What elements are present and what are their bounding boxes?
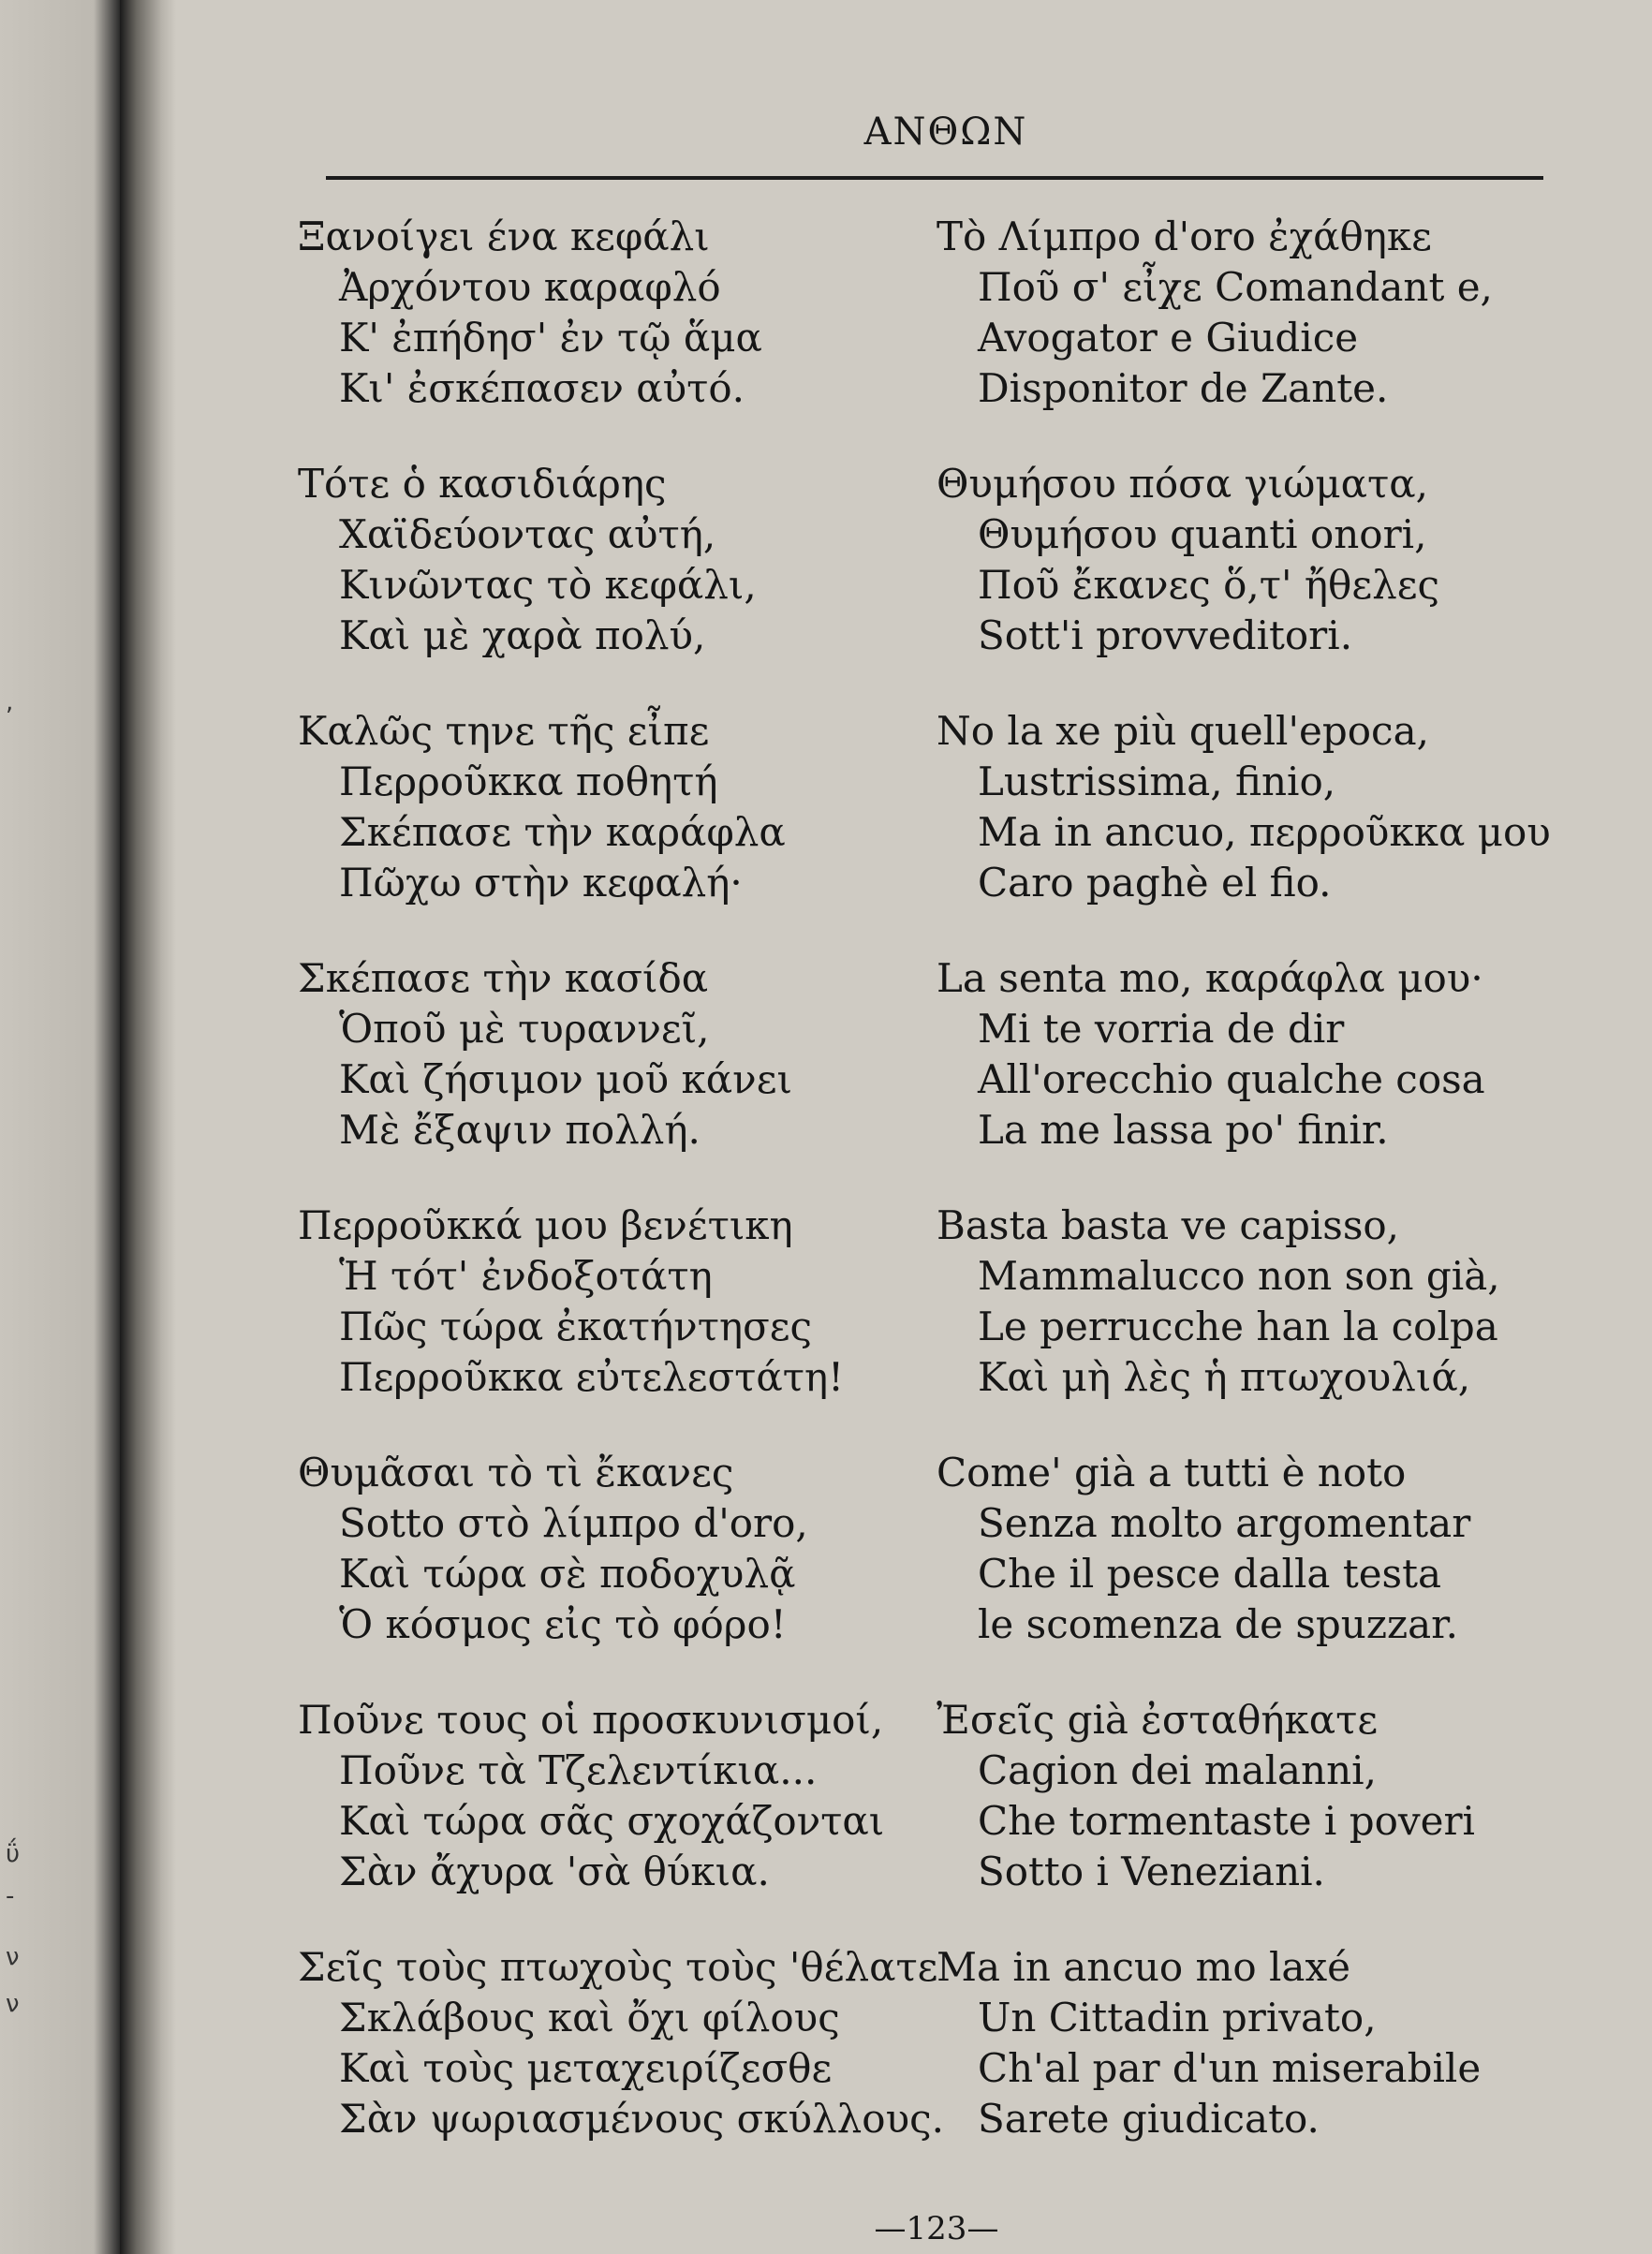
verse-line: Καὶ ζήσιμον μοῦ κάνει [339, 1056, 792, 1102]
verse-line: Avogator e Giudice [978, 315, 1359, 361]
verse-line: Τότε ὁ κασιδιάρης [298, 461, 667, 507]
verse-line: Ἀρχόντου καραφλό [339, 264, 721, 310]
verse-line: Περροῦκκά μου βενέτικη [298, 1202, 793, 1248]
verse-line: Ποῦνε τους οἱ προσκυνισμοί, [298, 1697, 884, 1743]
verse-line: Πῶς τώρα ἐκατήντησες [339, 1304, 813, 1349]
verse-line: Sotto i Veneziani. [978, 1849, 1325, 1894]
margin-mark: , [6, 688, 14, 716]
verse-line: le scomenza de spuzzar. [978, 1601, 1458, 1647]
verse-line: Σκέπασε τὴν καράφλα [339, 809, 786, 855]
verse-line: Πῶχω στὴν κεφαλή· [339, 860, 743, 906]
verse-line: Κ' ἐπήδησ' ἐν τῷ ἅμα [339, 315, 762, 361]
margin-mark: - [6, 1882, 15, 1910]
verse-line: All'orecchio qualche cosa [978, 1056, 1485, 1102]
verse-line: Καὶ τώρα σᾶς σχοχάζονται [339, 1798, 885, 1844]
verse-line: Disponitor de Zante. [978, 365, 1389, 411]
verse-line: Καὶ μὴ λὲς ἡ πτωχουλιά, [978, 1354, 1471, 1400]
verse-line: Senza molto argomentar [978, 1500, 1471, 1546]
book-gutter [120, 0, 176, 2254]
facing-page-margin-marks [0, 0, 37, 2254]
margin-mark: ν [6, 1943, 20, 1971]
right-column-venetian-poem [937, 212, 1573, 2189]
verse-line: Sott'i provveditori. [978, 612, 1353, 658]
verse-line: Σκέπασε τὴν κασίδα [298, 955, 709, 1001]
verse-line: Sotto στὸ λίμπρο d'oro, [339, 1500, 808, 1546]
margin-mark: ν [6, 1990, 20, 2018]
verse-line: Sarete giudicato. [978, 2096, 1320, 2142]
verse-line: Καὶ μὲ χαρὰ πολύ, [339, 612, 706, 658]
stanza [298, 1201, 935, 1448]
verse-line: Mammalucco non son già, [978, 1253, 1500, 1299]
verse-line: Come' già a tutti è noto [937, 1450, 1407, 1495]
verse-line: Mi te vorria de dir [978, 1006, 1345, 1052]
stanza [937, 1942, 1573, 2189]
verse-line: Σὰν ψωριασμένους σκύλλους. [339, 2096, 944, 2142]
stanza [298, 1942, 944, 2189]
stanza [937, 1695, 1573, 1942]
verse-line: La me lassa po' finir. [978, 1107, 1389, 1153]
verse-line: Un Cittadin privato, [978, 1995, 1377, 2040]
verse-line: Κινῶντας τὸ κεφάλι, [339, 562, 757, 608]
verse-line: Ποῦ ἔκανες ὅ,τ' ἤθελες [978, 562, 1439, 608]
verse-line: Ma in ancuo mo laxé [937, 1944, 1351, 1990]
stanza [937, 459, 1573, 706]
stanza [298, 1448, 935, 1695]
verse-line: Che il pesce dalla testa [978, 1551, 1442, 1597]
verse-line: Basta basta ve capisso, [937, 1202, 1400, 1248]
stanza [937, 212, 1573, 459]
verse-line: Τὸ Λίμπρο d'oro ἐχάθηκε [937, 214, 1432, 259]
verse-line: Καὶ τώρα σὲ ποδοχυλᾷ [339, 1551, 796, 1597]
verse-line: Σεῖς τοὺς πτωχοὺς τοὺς 'θέλατε [298, 1944, 938, 1990]
margin-mark: ΰ [6, 1840, 21, 1868]
stanza [937, 953, 1573, 1201]
verse-line: Θυμήσου πόσα γιώματα, [937, 461, 1428, 507]
verse-line: Ἡ τότ' ἐνδοξοτάτη [339, 1253, 713, 1299]
stanza [298, 706, 935, 953]
verse-line: Cagion dei malanni, [978, 1747, 1377, 1793]
verse-line: Caro paghè el fio. [978, 860, 1332, 906]
verse-line: Ch'al par d'un miserabile [978, 2045, 1482, 2091]
stanza [298, 212, 935, 459]
verse-line: Ποῦ σ' εἶχε Comandant e, [978, 264, 1493, 310]
verse-line: Θυμᾶσαι τὸ τὶ ἔκανες [298, 1450, 734, 1495]
verse-line: Θυμήσου quanti onori, [978, 511, 1427, 557]
verse-line: Περροῦκκα ποθητή [339, 759, 718, 804]
verse-line: Ὁποῦ μὲ τυραννεῖ, [339, 1006, 710, 1052]
verse-line: Ἐσεῖς già ἐσταθήκατε [937, 1697, 1379, 1743]
verse-line: Μὲ ἔξαψιν πολλή. [339, 1107, 701, 1153]
stanza [298, 953, 935, 1201]
verse-line: Le perrucche han la colpa [978, 1304, 1498, 1349]
stanza [937, 1448, 1573, 1695]
verse-line: Ποῦνε τὰ Τζελεντίκια... [339, 1747, 818, 1793]
verse-line: No la xe più quell'epoca, [937, 708, 1429, 754]
verse-line: Σὰν ἄχυρα 'σὰ θύκια. [339, 1849, 770, 1894]
verse-line: Σκλάβους καὶ ὄχι φίλους [339, 1995, 840, 2040]
stanza [298, 459, 935, 706]
verse-line: Χαϊδεύοντας αὐτή, [339, 511, 716, 557]
page-number: —123— [874, 2210, 999, 2247]
verse-line: Ξανοίγει ένα κεφάλι [298, 214, 710, 259]
verse-line: Ὁ κόσμος εἰς τὸ φόρο! [339, 1601, 787, 1647]
verse-line: Che tormentaste i poveri [978, 1798, 1475, 1844]
running-header-title: ΑΝΘΩΝ [863, 110, 1028, 154]
stanza [298, 1695, 935, 1942]
verse-line: Lustrissima, finio, [978, 759, 1336, 804]
verse-line: Περροῦκκα εὐτελεστάτη! [339, 1354, 845, 1400]
stanza [937, 706, 1573, 953]
verse-line: La senta mo, καράφλα μου· [937, 955, 1483, 1001]
header-rule [326, 176, 1543, 180]
verse-line: Ma in ancuo, περροῦκκα μου [978, 809, 1551, 855]
verse-line: Καλῶς τηνε τῆς εἶπε [298, 708, 710, 754]
verse-line: Κι' ἐσκέπασεν αὐτό. [339, 365, 745, 411]
stanza [937, 1201, 1573, 1448]
verse-line: Καὶ τοὺς μεταχειρίζεσθε [339, 2045, 833, 2091]
left-column-greek-poem [298, 212, 944, 2189]
